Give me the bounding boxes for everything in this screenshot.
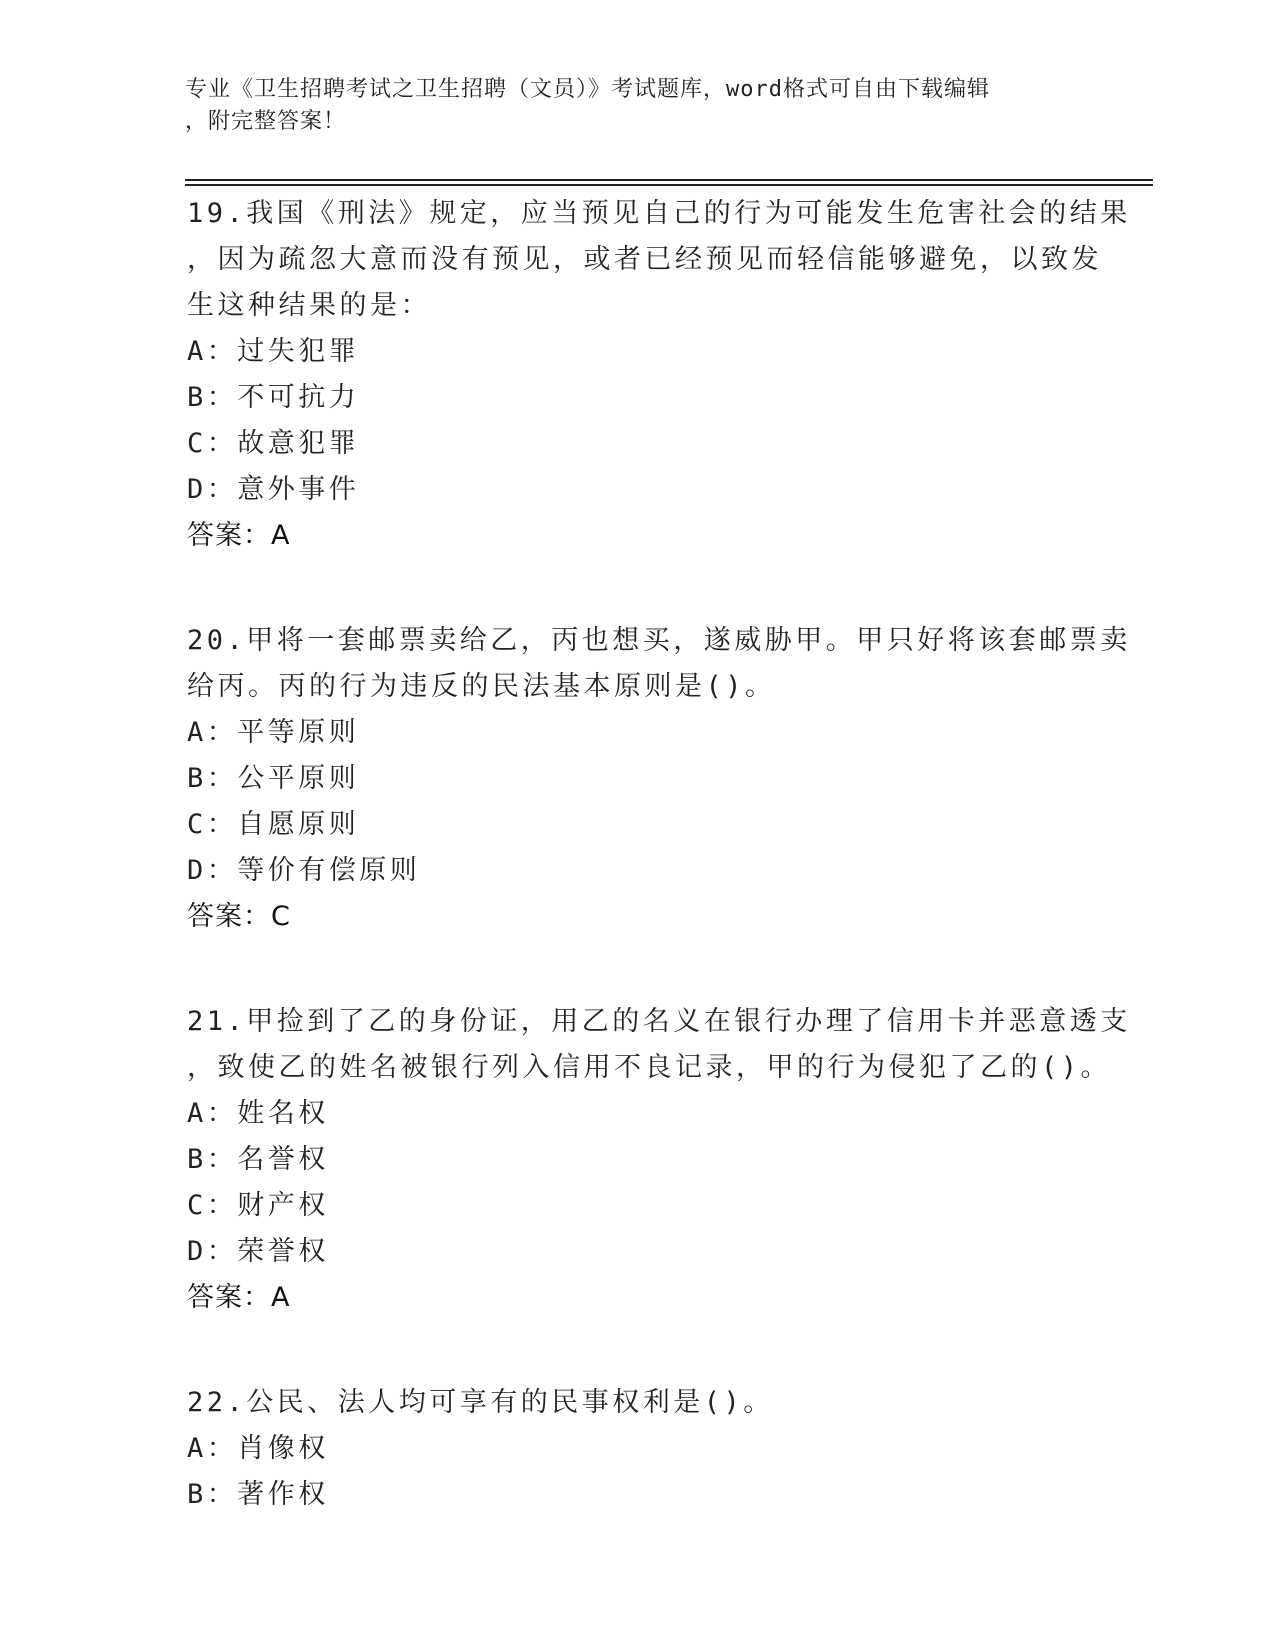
question-text: 21.甲捡到了乙的身份证，用乙的名义在银行办理了信用卡并恶意透支 bbox=[187, 1006, 1131, 1037]
question-text: 生这种结果的是： bbox=[187, 290, 431, 321]
option-d: D：意外事件 bbox=[187, 474, 360, 505]
option-c: C：财产权 bbox=[187, 1190, 329, 1221]
header-line-2: ，附完整答案！ bbox=[185, 109, 347, 134]
answer-label: 答案：C bbox=[187, 901, 291, 932]
option-c: C：故意犯罪 bbox=[187, 428, 360, 459]
header-line-1: 专业《卫生招聘考试之卫生招聘（文员）》考试题库，word格式可自由下载编辑 bbox=[185, 77, 990, 102]
option-c: C：自愿原则 bbox=[187, 809, 360, 840]
question-20 bbox=[187, 618, 1131, 940]
question-text: 20.甲将一套邮票卖给乙，丙也想买，遂威胁甲。甲只好将该套邮票卖 bbox=[187, 625, 1131, 656]
question-19 bbox=[187, 191, 1131, 559]
option-a: A：肖像权 bbox=[187, 1433, 329, 1464]
option-b: B：不可抗力 bbox=[187, 382, 360, 413]
option-a: A：平等原则 bbox=[187, 717, 360, 748]
option-a: A：姓名权 bbox=[187, 1098, 329, 1129]
option-b: B：名誉权 bbox=[187, 1144, 329, 1175]
option-d: D：等价有偿原则 bbox=[187, 855, 421, 886]
header-divider-top bbox=[185, 179, 1153, 181]
question-text: ，因为疏忽大意而没有预见，或者已经预见而轻信能够避免，以致发 bbox=[187, 244, 1102, 275]
question-21 bbox=[187, 999, 1131, 1321]
question-list bbox=[187, 191, 1131, 1577]
answer-label: 答案：A bbox=[187, 1282, 291, 1313]
question-text: 给丙。丙的行为违反的民法基本原则是()。 bbox=[187, 671, 776, 702]
option-a: A：过失犯罪 bbox=[187, 336, 360, 367]
option-d: D：荣誉权 bbox=[187, 1236, 329, 1267]
question-text: 22.公民、法人均可享有的民事权利是()。 bbox=[187, 1387, 774, 1418]
option-b: B：著作权 bbox=[187, 1479, 329, 1510]
option-b: B：公平原则 bbox=[187, 763, 360, 794]
header-divider-bottom bbox=[185, 184, 1153, 186]
document-header bbox=[185, 74, 1085, 138]
question-text: 19.我国《刑法》规定，应当预见自己的行为可能发生危害社会的结果 bbox=[187, 198, 1131, 229]
answer-label: 答案：A bbox=[187, 520, 291, 551]
question-22 bbox=[187, 1380, 1087, 1518]
question-text: ，致使乙的姓名被银行列入信用不良记录，甲的行为侵犯了乙的()。 bbox=[187, 1052, 1112, 1083]
